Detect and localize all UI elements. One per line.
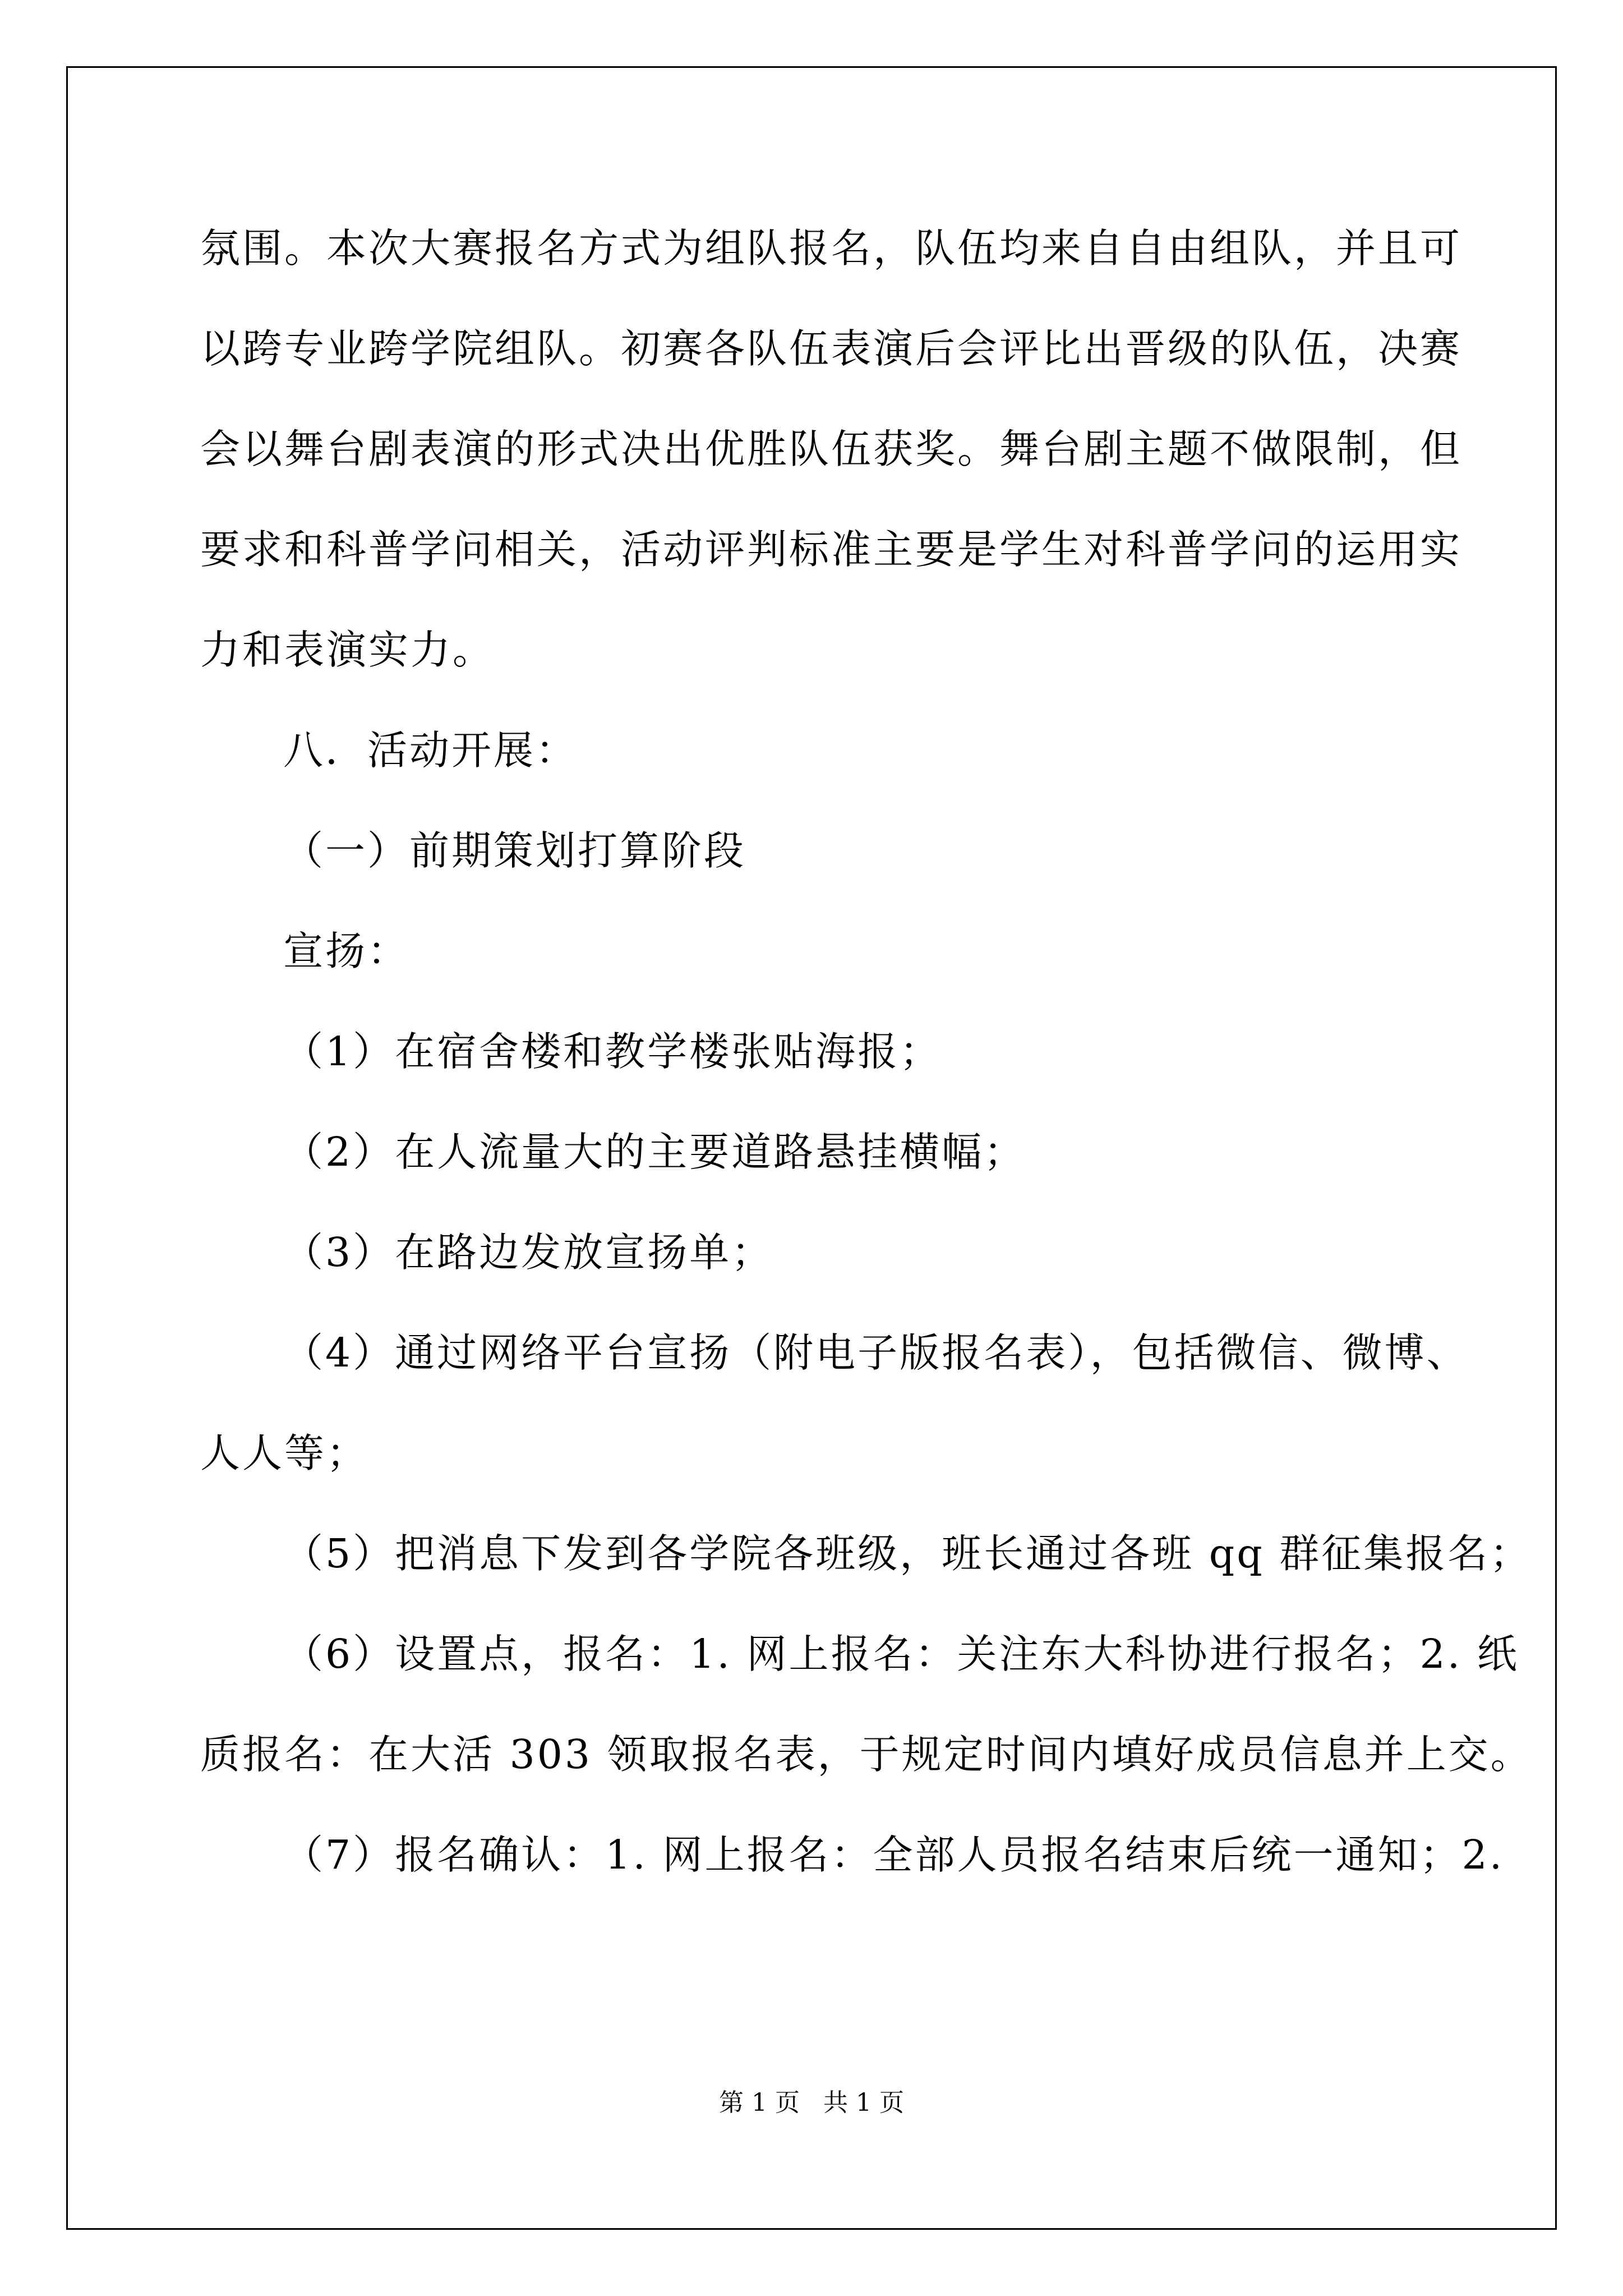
- list-item-4: （4）通过网络平台宣扬（附电子版报名表），包括微信、微博、: [283, 1329, 1469, 1376]
- paragraph-line-4: 要求和科普学问相关，活动评判标准主要是学生对科普学问的运用实: [200, 526, 1463, 573]
- list-item-2: （2）在人流量大的主要道路悬挂横幅；: [283, 1129, 1026, 1175]
- list-item-1: （1）在宿舍楼和教学楼张贴海报；: [283, 1028, 942, 1075]
- paragraph-line-1: 氛围。本次大赛报名方式为组队报名，队伍均来自自由组队，并且可: [200, 225, 1463, 272]
- list-intro: 宣扬：: [283, 928, 410, 974]
- page-footer: 第 1 页 共 1 页: [719, 2088, 904, 2117]
- paragraph-line-5: 力和表演实力。: [200, 627, 495, 673]
- paragraph-line-2: 以跨专业跨学院组队。初赛各队伍表演后会评比出晋级的队伍，决赛: [200, 325, 1463, 372]
- section-heading: 八．活动开展：: [283, 727, 578, 774]
- subsection-heading: （一）前期策划打算阶段: [283, 827, 746, 874]
- list-item-7: （7）报名确认：1. 网上报名：全部人员报名结束后统一通知；2.: [283, 1832, 1505, 1878]
- list-item-6: （6）设置点，报名：1. 网上报名：关注东大科协进行报名；2. 纸: [283, 1631, 1519, 1677]
- list-item-3: （3）在路边发放宣扬单；: [283, 1229, 774, 1276]
- list-item-4-cont: 人人等；: [200, 1430, 369, 1476]
- list-item-6-cont: 质报名：在大活 303 领取报名表，于规定时间内填好成员信息并上交。: [200, 1731, 1533, 1778]
- paragraph-line-3: 会以舞台剧表演的形式决出优胜队伍获奖。舞台剧主题不做限制，但: [200, 426, 1463, 472]
- list-item-5: （5）把消息下发到各学院各班级，班长通过各班 qq 群征集报名；: [283, 1530, 1532, 1577]
